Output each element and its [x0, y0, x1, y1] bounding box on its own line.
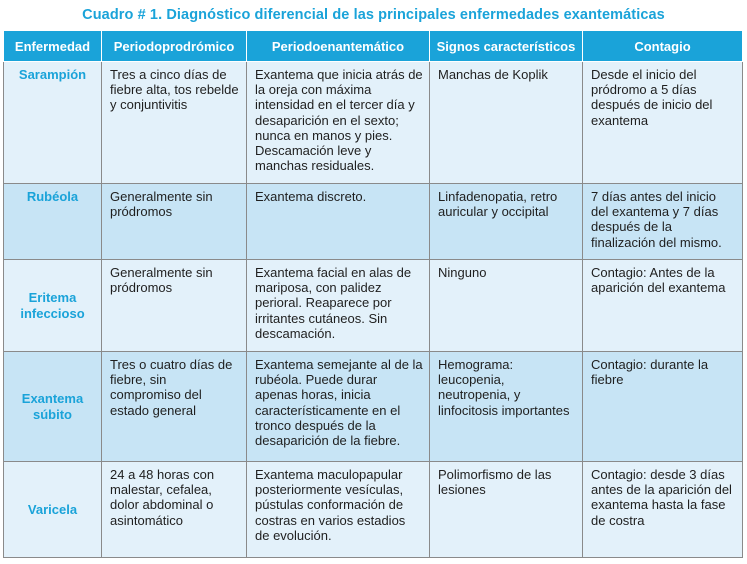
contagion-cell: Desde el inicio del pródromo a 5 días después de inicio del exantema: [583, 62, 743, 184]
contagion-cell: Contagio: desde 3 días antes de la aparición del exantema hasta la fase de costra: [583, 462, 743, 558]
table-row: [4, 62, 743, 184]
header-signos: Signos característicos: [430, 31, 583, 62]
disease-cell: Exantema súbito: [4, 352, 102, 462]
differential-diagnosis-table: [3, 30, 743, 558]
table-row: [4, 352, 743, 462]
table-row: [4, 260, 743, 352]
header-periodo-enantematico: Periodoenantemático: [247, 31, 430, 62]
exanthem-cell: Exantema facial en alas de mariposa, con palidez perioral. Reaparece por irritantes cutáneos. Sin descamación.: [247, 260, 430, 352]
disease-cell: Sarampión: [4, 62, 102, 184]
exanthem-cell: Exantema maculopapular posteriormente vesículas, pústulas conformación de costras en varios estadios de evolución.: [247, 462, 430, 558]
prodromal-cell: 24 a 48 horas con malestar, cefalea, dolor abdominal o asintomático: [102, 462, 247, 558]
signs-cell: Manchas de Koplik: [430, 62, 583, 184]
table-caption: Cuadro # 1. Diagnóstico diferencial de las principales enfermedades exantemáticas: [82, 7, 665, 23]
disease-cell: Eritema infeccioso: [4, 260, 102, 352]
header-contagio: Contagio: [583, 31, 743, 62]
signs-cell: Hemograma: leucopenia, neutropenia, y linfocitosis importantes: [430, 352, 583, 462]
table-row: [4, 462, 743, 558]
signs-cell: Ninguno: [430, 260, 583, 352]
prodromal-cell: Generalmente sin pródromos: [102, 184, 247, 260]
signs-cell: Polimorfismo de las lesiones: [430, 462, 583, 558]
prodromal-cell: Tres a cinco días de fiebre alta, tos rebelde y conjuntivitis: [102, 62, 247, 184]
disease-cell: Varicela: [4, 462, 102, 558]
exanthem-cell: Exantema que inicia atrás de la oreja con máxima intensidad en el tercer día y desaparición en el sexto; nunca en manos y pies. Descamación leve y manchas residuales.: [247, 62, 430, 184]
exanthem-cell: Exantema semejante al de la rubéola. Puede durar apenas horas, inicia característicamente en el tronco después de la desaparición de la fiebre.: [247, 352, 430, 462]
header-periodo-prodromico: Periodoprodrómico: [102, 31, 247, 62]
header-row: [4, 31, 743, 62]
contagion-cell: 7 días antes del inicio del exantema y 7 días después de la finalización del mismo.: [583, 184, 743, 260]
prodromal-cell: Tres o cuatro días de fiebre, sin compromiso del estado general: [102, 352, 247, 462]
exanthem-cell: Exantema discreto.: [247, 184, 430, 260]
contagion-cell: Contagio: Antes de la aparición del exantema: [583, 260, 743, 352]
prodromal-cell: Generalmente sin pródromos: [102, 260, 247, 352]
disease-cell: Rubéola: [4, 184, 102, 260]
table-row: [4, 184, 743, 260]
signs-cell: Linfadenopatia, retro auricular y occipital: [430, 184, 583, 260]
contagion-cell: Contagio: durante la fiebre: [583, 352, 743, 462]
header-enfermedad: Enfermedad: [4, 31, 102, 62]
